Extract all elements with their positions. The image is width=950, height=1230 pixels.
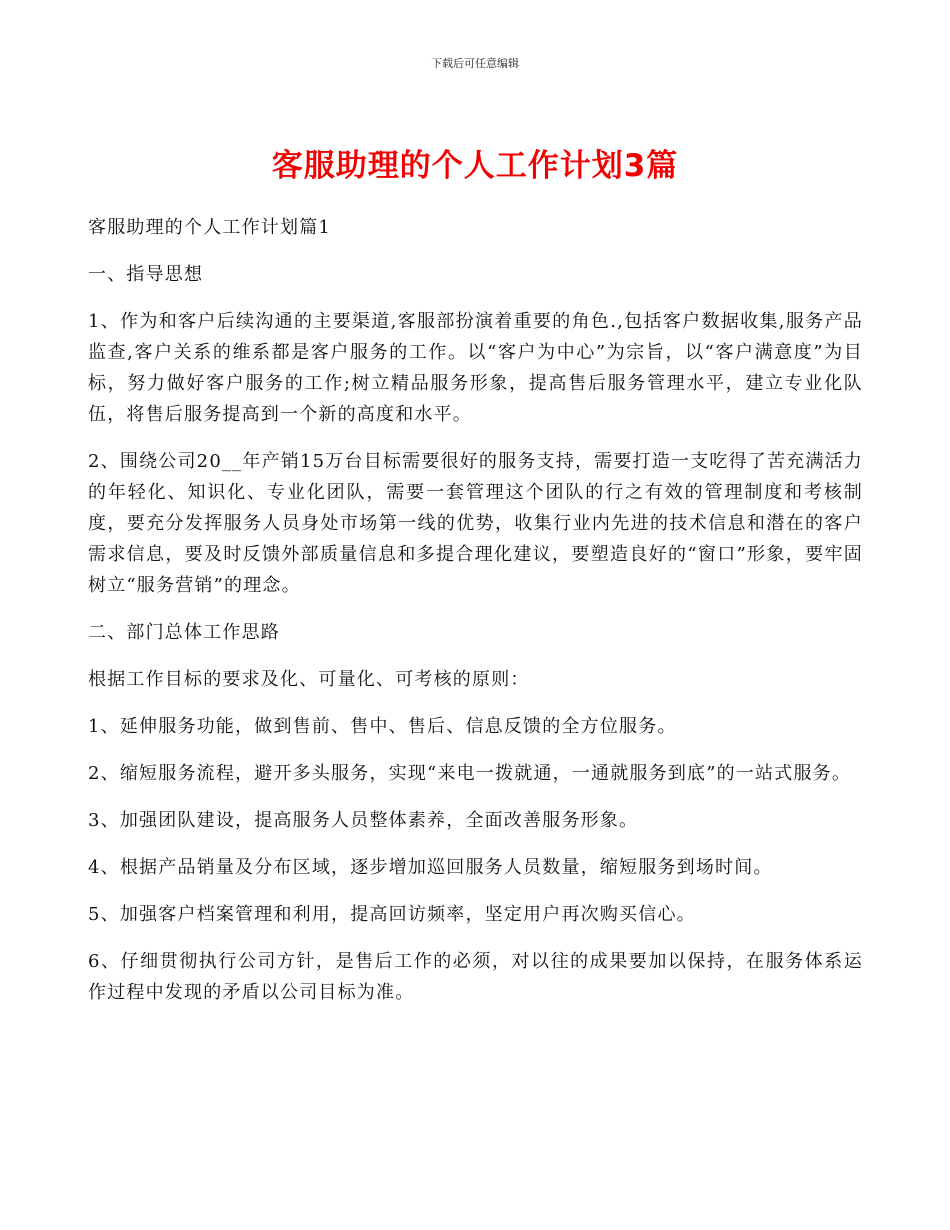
document-body <box>88 212 863 1024</box>
list-item-5: 5、加强客户档案管理和利用，提高回访频率，坚定用户再次购买信心。 <box>88 904 696 925</box>
paragraph-2: 2、围绕公司20__年产销15万台目标需要很好的服务支持，需要打造一支吃得了苦充满活力的年轻化、知识化、专业化团队，需要一套管理这个团队的行之有效的管理制度和考核制度，要充分发挥服务人员身处市场第一线的优势，收集行业内先进的技术信息和潜在的客户需求信息，要及时反馈外部质量信息和多提合理化建议，要塑造良好的“窗口”形象，要牢固树立“服务营销”的理念。 <box>88 451 863 596</box>
section-heading-plan-1: 客服助理的个人工作计划篇1 <box>88 217 332 238</box>
document-title: 客服助理的个人工作计划3篇 <box>271 148 679 184</box>
section-heading-department-approach: 二、部门总体工作思路 <box>88 622 280 643</box>
list-item-3: 3、加强团队建设，提高服务人员整体素养，全面改善服务形象。 <box>88 810 639 831</box>
paragraph-principles: 根据工作目标的要求及化、可量化、可考核的原则： <box>88 669 530 690</box>
list-item-6: 6、仔细贯彻执行公司方针，是售后工作的必须，对以往的成果要加以保持，在服务体系运作过程中发现的矛盾以公司目标为准。 <box>88 951 863 1003</box>
list-item-2: 2、缩短服务流程，避开多头服务，实现“来电一拨就通，一通就服务到底”的一站式服务。 <box>88 763 852 784</box>
paragraph-1: 1、作为和客户后续沟通的主要渠道,客服部扮演着重要的角色.,包括客户数据收集,服务产品监查,客户关系的维系都是客户服务的工作。以“客户为中心”为宗旨，以“客户满意度”为目标，努力做好客户服务的工作;树立精品服务形象，提高售后服务管理水平，建立专业化队伍，将售后服务提高到一个新的高度和水平。 <box>88 311 863 425</box>
list-item-4: 4、根据产品销量及分布区域，逐步增加巡回服务人员数量，缩短服务到场时间。 <box>88 857 773 878</box>
section-heading-guiding-ideology: 一、指导思想 <box>88 264 204 285</box>
header-note: 下载后可任意编辑 <box>431 57 519 70</box>
list-item-1: 1、延伸服务功能，做到售前、售中、售后、信息反馈的全方位服务。 <box>88 716 677 737</box>
